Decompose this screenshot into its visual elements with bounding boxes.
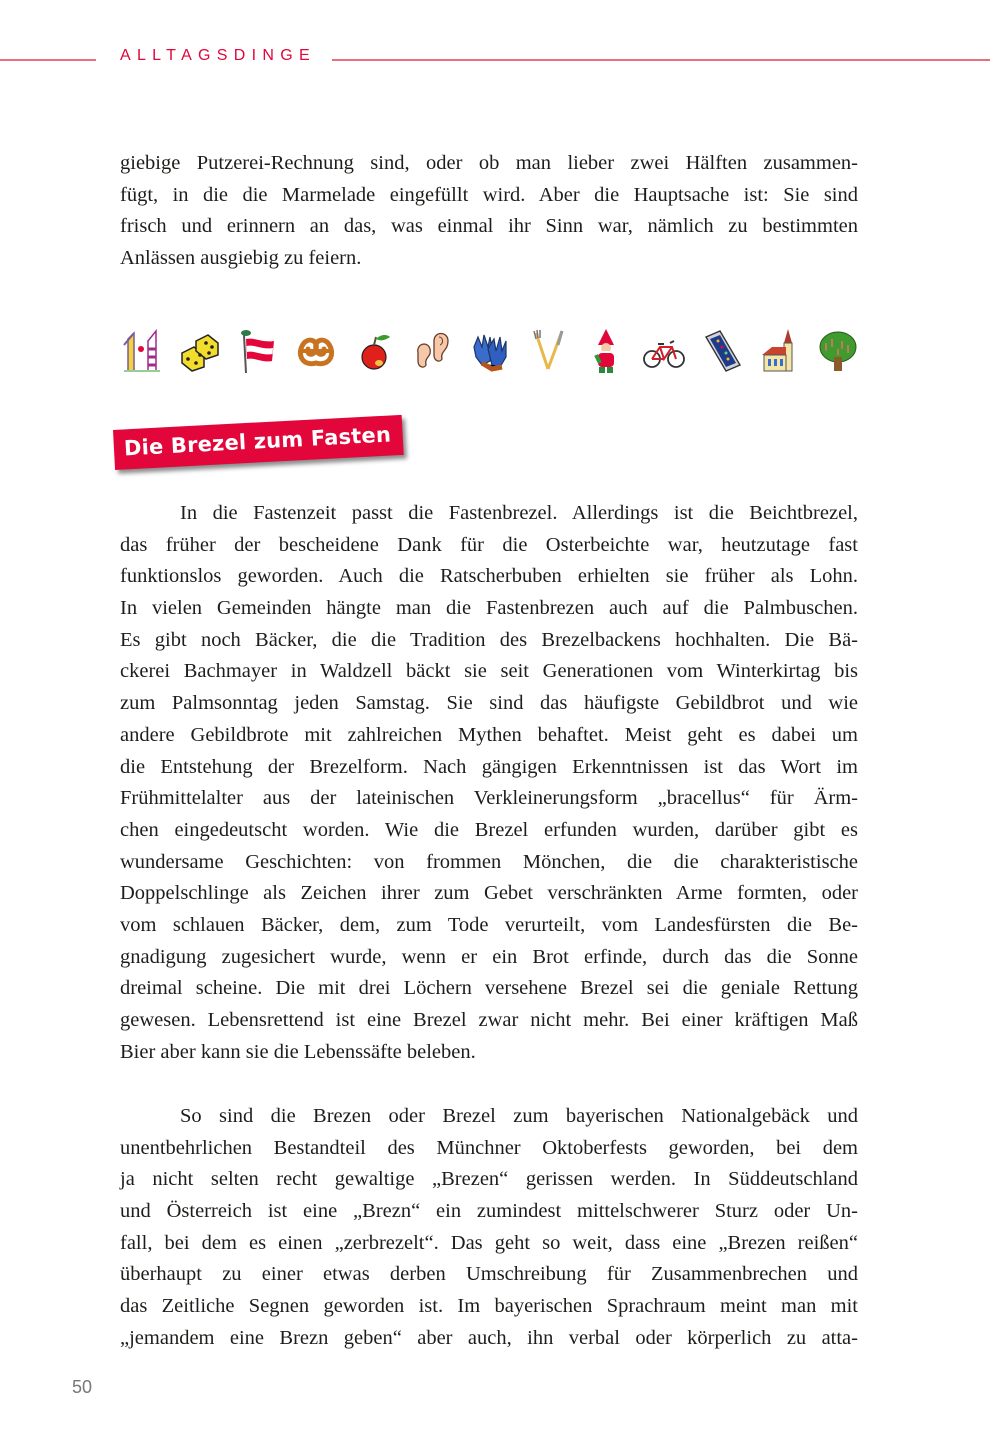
text-line: andere Gebildbrote mit zahlreichen Mythen behaftet. Meist geht es dabei um — [120, 723, 858, 746]
text-line: ja nicht selten recht gewaltige „Brezen“ gerissen werden. In Süddeutschland — [120, 1168, 858, 1191]
text-line: fall, bei dem es einen „zerbrezelt“. Das geht so weit, dass eine „Brezen reißen“ — [120, 1231, 858, 1254]
text-line: Es gibt noch Bäcker, die die Tradition des Brezelbackens hochhalten. Die Bä- — [120, 628, 858, 651]
header-rule-left — [0, 59, 96, 61]
icon-strip — [120, 325, 860, 377]
text-line: chen eingedeutscht worden. Wie die Brezel erfunden wurden, darüber gibt es — [120, 818, 858, 841]
text-line: vom schlauen Bäcker, dem, zum Tode verurteilt, vom Landesfürsten die Be- — [120, 913, 858, 936]
text-line: „jemandem eine Brezn geben“ aber auch, ihn verbal oder körperlich zu atta- — [120, 1326, 858, 1349]
text-line: frisch und erinnern an das, was einmal ihr Sinn war, nämlich zu bestimmten — [120, 215, 858, 238]
text-line: funktionslos geworden. Auch die Ratscherbuben erhielten sie früher als Lohn. — [120, 565, 858, 588]
paragraph-2 — [120, 1101, 858, 1355]
text-line: das Zeitliche Segnen geworden ist. Im bayerischen Sprachraum meint man mit — [120, 1295, 858, 1318]
text-line: Anlässen ausgiebig zu feiern. — [120, 247, 362, 270]
text-line: das früher der bescheidene Dank für die Osterbeichte war, heutzutage fast — [120, 533, 858, 556]
number-eleven-carnival-icon — [120, 326, 164, 376]
ears-icon — [410, 326, 454, 376]
pretzel-icon — [294, 326, 338, 376]
text-line: In die Fastenzeit passt die Fastenbrezel. Allerdings ist die Beichtbrezel, — [180, 502, 858, 524]
section-heading-banner — [113, 415, 404, 470]
text-line: unentbehrlichen Bestandteil des Münchner Oktoberfests geworden, bei dem — [120, 1136, 858, 1159]
tree-icon — [816, 326, 860, 376]
austrian-flag-icon — [236, 326, 280, 376]
fork-and-knife-icon — [526, 326, 570, 376]
blue-gloves-icon — [468, 326, 512, 376]
church-icon — [758, 326, 802, 376]
text-line: und Österreich ist eine „Brezn“ ein zumindest mittelschwerer Sturz oder Un- — [120, 1200, 858, 1223]
header-rule-right — [332, 59, 990, 61]
paragraph-1 — [120, 498, 858, 1068]
running-header: ALLTAGSDINGE — [120, 47, 316, 64]
text-line: dreimal scheine. Die mit drei Löchern versehene Brezel sei die geniale Rettung — [120, 977, 858, 1000]
text-line: In vielen Gemeinden hängte man die Fastenbrezen auch auf die Palmbuschen. — [120, 597, 858, 620]
text-line: So sind die Brezen oder Brezel zum bayerischen Nationalgebäck und — [180, 1105, 858, 1127]
text-line: Frühmittelalter aus der lateinischen Verkleinerungsform „bracellus“ für Ärm- — [120, 787, 858, 810]
text-line: gewesen. Lebensrettend ist eine Brezel zwar nicht mehr. Bei einer kräftigen Maß — [120, 1009, 858, 1031]
smartphone-icon — [700, 326, 744, 376]
text-line: ckerei Bachmayer in Waldzell bäckt sie seit Generationen vom Winterkirtag bis — [120, 660, 858, 683]
text-line: wundersame Geschichten: von frommen Mönchen, die die charakteristische — [120, 850, 858, 873]
apple-icon — [352, 326, 396, 376]
text-line: zum Palmsonntag jeden Samstag. Sie sind das häufigste Gebildbrot und wie — [120, 692, 858, 715]
text-line: Bier aber kann sie die Lebenssäfte beleben. — [120, 1040, 476, 1063]
bicycle-icon — [642, 326, 686, 376]
text-line: giebige Putzerei-Rechnung sind, oder ob man lieber zwei Hälften zusammen- — [120, 152, 858, 174]
page-number: 50 — [72, 1377, 93, 1397]
text-line: die Entstehung der Brezelform. Nach gängigen Erkenntnissen ist das Wort im — [120, 755, 858, 778]
text-line: Doppelschlinge als Zeichen ihrer zum Gebet verschränkten Arme formten, oder — [120, 882, 858, 905]
section-heading: Die Brezel zum Fasten — [113, 415, 404, 470]
garden-gnome-icon — [584, 326, 628, 376]
intro-paragraph — [120, 148, 858, 275]
text-line: überhaupt zu einer etwas derben Umschreibung für Zusammenbrechen und — [120, 1263, 858, 1286]
text-line: gnadigung zugesichert wurde, wenn er ein Brot erfinde, durch das die Sonne — [120, 945, 858, 968]
dice-icon — [178, 326, 222, 376]
text-line: fügt, in die die Marmelade eingefüllt wird. Aber die Hauptsache ist: Sie sind — [120, 183, 858, 206]
